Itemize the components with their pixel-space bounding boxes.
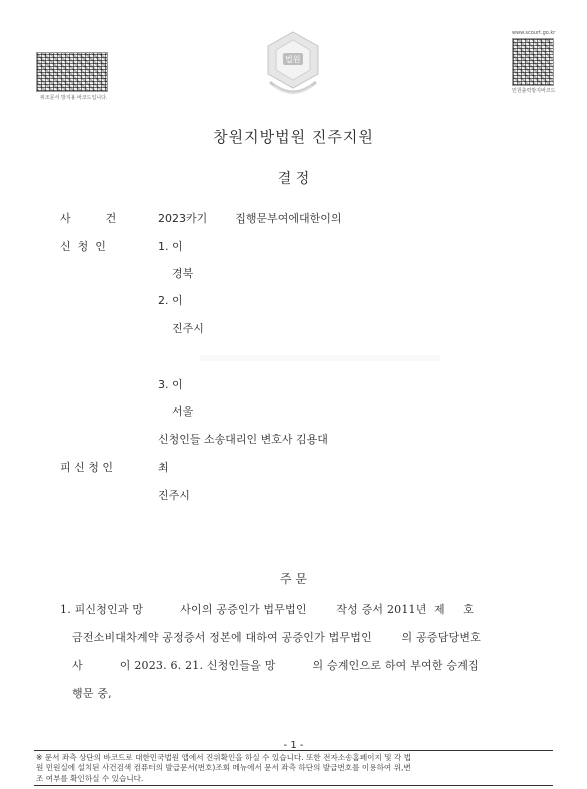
applicant-2-address: 진주시 <box>172 322 204 335</box>
respondent-address: 진주시 <box>158 489 190 502</box>
verification-notice <box>34 750 553 786</box>
applicant-agent: 신청인들 소송대리인 변호사 김용대 <box>158 433 328 446</box>
order-line-2: 금전소비대차계약 공정증서 정본에 대하여 공증인가 법무법인 의 공증담당변호 <box>72 631 482 644</box>
notice-line-2: 원 민원실에 설치된 사건검색 컴퓨터의 발급문서(번호)조회 메뉴에서 문서 좌측 하단의 발급번호를 이용하여 위,변 <box>36 763 411 773</box>
order-line-1: 1. 피신청인과 망 사이의 공증인가 법무법인 작성 증서 2011년 제 호 <box>60 603 475 616</box>
case-value: 2023카기 집행문부여에대한이의 <box>158 212 342 225</box>
order-line-3: 사 이 2023. 6. 21. 신청인들을 망 의 승계인으로 하여 부여한 승계집 <box>72 659 479 672</box>
court-name: 창원지방법원 진주지원 <box>213 128 374 146</box>
authenticity-barcode <box>36 52 108 92</box>
notice-line-3: 조 여부를 확인하실 수 있습니다. <box>36 773 144 783</box>
applicant-2-name: 2. 이 <box>158 294 183 307</box>
respondent-label: 피 신 청 인 <box>60 461 113 474</box>
applicant-1-name: 1. 이 <box>158 240 183 253</box>
document-title: 결 정 <box>277 171 310 187</box>
respondent-name: 최 <box>158 461 169 474</box>
applicant-3-address: 서울 <box>172 405 194 418</box>
court-seal-text: 법원 <box>285 55 301 64</box>
civil-print-barcode <box>512 38 554 86</box>
notice-line-1: ※ 문서 좌측 상단의 바코드로 대한민국법원 앱에서 진위확인을 하실 수 있습니다. 또한 전자소송홈페이지 및 각 법 <box>36 753 412 762</box>
court-seal-icon <box>262 28 324 104</box>
court-website: www.scourt.go.kr <box>512 30 556 36</box>
civil-print-barcode-caption: 민원출력방지바코드 <box>512 88 556 94</box>
authenticity-barcode-caption: 위조문서 방지용 바코드입니다. <box>40 95 108 101</box>
order-heading: 주 문 <box>280 572 307 586</box>
applicant-label: 신 청 인 <box>60 240 106 253</box>
applicant-3-name: 3. 이 <box>158 378 183 391</box>
case-label: 사 건 <box>60 212 117 225</box>
applicant-1-address: 경북 <box>172 267 194 280</box>
page-number: - 1 - <box>283 740 304 751</box>
redaction-mark <box>200 355 440 361</box>
order-line-4: 행문 중, <box>72 687 112 700</box>
